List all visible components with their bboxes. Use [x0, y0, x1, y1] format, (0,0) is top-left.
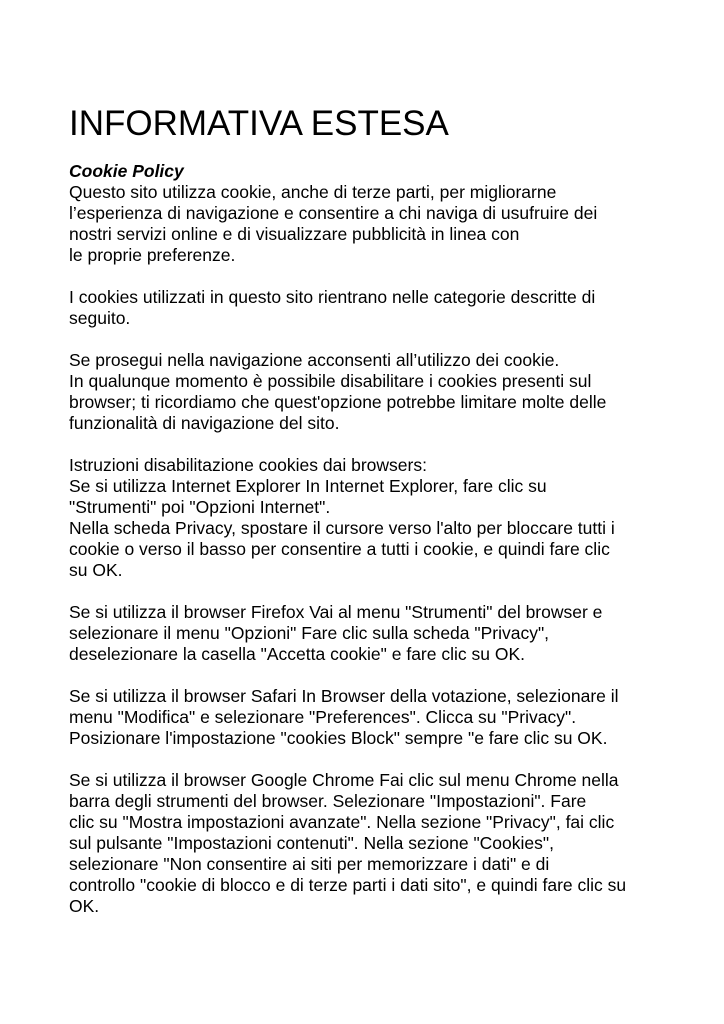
- paragraph-line: seguito.: [69, 308, 131, 328]
- paragraph-line: Posizionare l'impostazione "cookies Block" sempre "e fare clic su OK.: [69, 728, 608, 748]
- paragraph-line: funzionalità di navigazione del sito.: [69, 413, 340, 433]
- paragraph-line: sul pulsante "Impostazioni contenuti". Nella sezione "Cookies",: [69, 833, 554, 853]
- paragraph-line: Istruzioni disabilitazione cookies dai browsers:: [69, 455, 427, 475]
- paragraph-line: cookie o verso il basso per consentire a tutti i cookie, e quindi fare clic: [69, 539, 610, 559]
- document-page: [69, 104, 669, 938]
- chrome-paragraph: [69, 770, 669, 917]
- paragraph-line: deselezionare la casella "Accetta cookie" e fare clic su OK.: [69, 644, 525, 664]
- paragraph-line: Se prosegui nella navigazione acconsenti all’utilizzo dei cookie.: [69, 350, 560, 370]
- paragraph-line: "Strumenti" poi "Opzioni Internet".: [69, 497, 331, 517]
- paragraph-line: su OK.: [69, 560, 123, 580]
- paragraph-line: le proprie preferenze.: [69, 245, 236, 265]
- paragraph-line: clic su "Mostra impostazioni avanzate". Nella sezione "Privacy", fai clic: [69, 812, 615, 832]
- paragraph-line: selezionare il menu "Opzioni" Fare clic sulla scheda "Privacy",: [69, 623, 550, 643]
- paragraph-line: Se si utilizza il browser Firefox Vai al menu "Strumenti" del browser e: [69, 602, 603, 622]
- safari-paragraph: [69, 686, 669, 749]
- paragraph-line: menu "Modifica" e selezionare "Preferences". Clicca su "Privacy".: [69, 707, 577, 727]
- paragraph-line: Se si utilizza il browser Google Chrome Fai clic sul menu Chrome nella: [69, 770, 619, 790]
- paragraph-line: In qualunque momento è possibile disabilitare i cookies presenti sul: [69, 371, 592, 391]
- paragraph-line: Se si utilizza il browser Safari In Browser della votazione, selezionare il: [69, 686, 619, 706]
- paragraph-line: Nella scheda Privacy, spostare il cursore verso l'alto per bloccare tutti i: [69, 518, 615, 538]
- paragraph-line: OK.: [69, 896, 100, 916]
- paragraph-line: selezionare "Non consentire ai siti per memorizzare i dati" e di: [69, 854, 550, 874]
- paragraph-line: barra degli strumenti del browser. Selezionare "Impostazioni". Fare: [69, 791, 587, 811]
- paragraph-line: Questo sito utilizza cookie, anche di terze parti, per migliorarne: [69, 182, 557, 202]
- paragraph-line: l’esperienza di navigazione e consentire a chi naviga di usufruire dei: [69, 203, 598, 223]
- intro-paragraph: [69, 161, 669, 266]
- paragraph-line: I cookies utilizzati in questo sito rientrano nelle categorie descritte di: [69, 287, 596, 307]
- paragraph-line: Se si utilizza Internet Explorer In Internet Explorer, fare clic su: [69, 476, 547, 496]
- firefox-paragraph: [69, 602, 669, 665]
- page-title: INFORMATIVA ESTESA: [69, 104, 449, 143]
- cookie-policy-subtitle: Cookie Policy: [69, 161, 184, 181]
- paragraph-line: controllo "cookie di blocco e di terze parti i dati sito", e quindi fare clic su: [69, 875, 627, 895]
- paragraph-line: browser; ti ricordiamo che quest'opzione potrebbe limitare molte delle: [69, 392, 607, 412]
- internet-explorer-paragraph: [69, 455, 669, 581]
- consent-paragraph: [69, 350, 669, 434]
- categories-paragraph: [69, 287, 669, 329]
- paragraph-line: nostri servizi online e di visualizzare pubblicità in linea con: [69, 224, 520, 244]
